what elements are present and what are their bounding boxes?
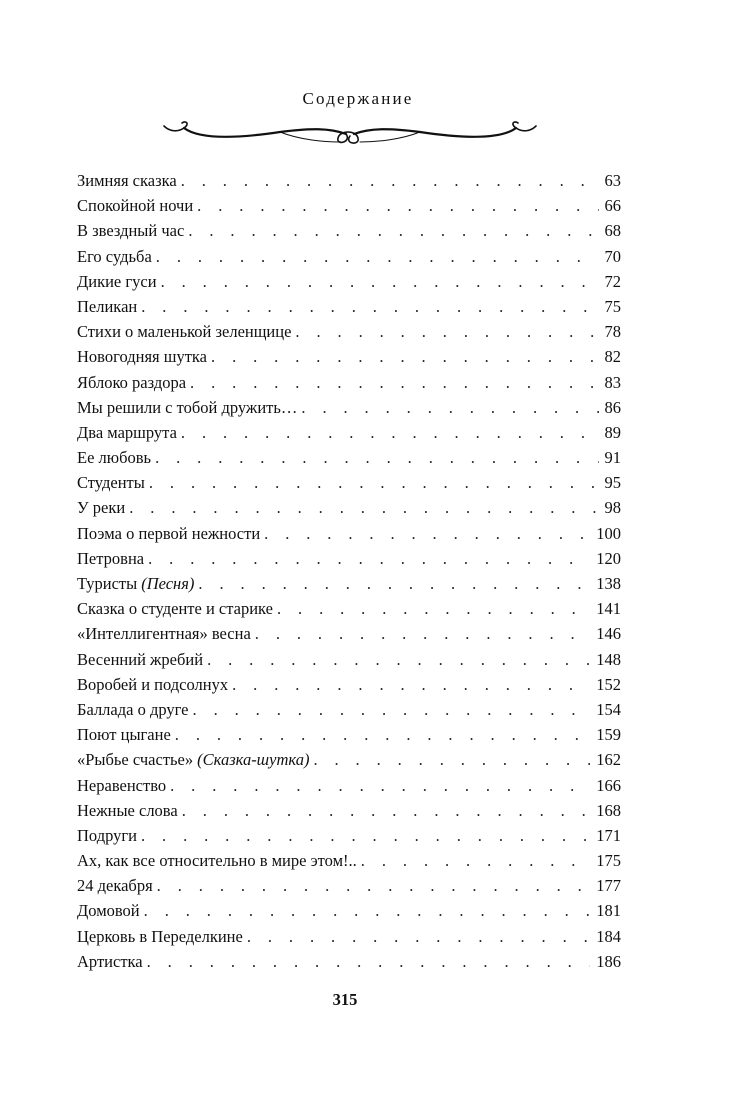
toc-leader-dots <box>198 571 590 596</box>
toc-entry <box>77 697 621 722</box>
toc-entry <box>77 546 621 571</box>
toc-leader-dots <box>141 294 598 319</box>
toc-entry-title: Пеликан <box>77 296 138 316</box>
toc-entry-page: 177 <box>596 876 621 896</box>
toc-entry-title: Воробей и подсолнух <box>77 674 229 694</box>
toc-entry-page: 154 <box>596 699 621 719</box>
toc-entry <box>77 873 621 898</box>
toc-entry-page: 175 <box>596 851 621 871</box>
toc-entry-title: В звездный час <box>77 221 185 241</box>
toc-entry-title: Артистка <box>77 951 143 971</box>
toc-entry <box>77 445 621 470</box>
toc-entry-title: Подруги <box>77 825 137 845</box>
toc-leader-dots <box>188 218 598 243</box>
toc-leader-dots <box>129 495 598 520</box>
toc-entry-title: Нежные слова <box>77 800 178 820</box>
toc-leader-dots <box>149 470 599 495</box>
toc-leader-dots <box>197 193 598 218</box>
toc-entry-page: 70 <box>604 246 621 266</box>
toc-entry-page: 91 <box>604 448 621 468</box>
toc-entry-page: 181 <box>596 901 621 921</box>
toc-entry-page: 86 <box>604 397 621 417</box>
toc-leader-dots <box>232 672 590 697</box>
toc-entry <box>77 722 621 747</box>
toc-entry-title: Поэма о первой нежности <box>77 523 261 543</box>
toc-entry-page: 168 <box>596 800 621 820</box>
toc-entry <box>77 747 621 772</box>
toc-entry <box>77 798 621 823</box>
toc-entry <box>77 193 621 218</box>
toc-entry-page: 171 <box>596 825 621 845</box>
page-number: 315 <box>332 990 358 1009</box>
toc-entry-title: Неравенство <box>77 775 167 795</box>
toc-leader-dots <box>313 747 590 772</box>
toc-leader-dots <box>255 621 590 646</box>
toc-leader-dots <box>175 722 590 747</box>
toc-leader-dots <box>247 924 590 949</box>
toc-entry <box>77 647 621 672</box>
toc-entry-page: 95 <box>604 473 621 493</box>
toc-entry-title: Весенний жребий <box>77 649 204 669</box>
flourish-divider-icon <box>160 118 540 152</box>
toc-entry-page: 186 <box>596 951 621 971</box>
toc-entry <box>77 949 621 974</box>
toc-leader-dots <box>295 319 598 344</box>
toc-entry-title: У реки <box>77 498 126 518</box>
toc-entry-title: Поют цыгане <box>77 725 171 745</box>
toc-entry-title: Стихи о маленькой зеленщице <box>77 322 292 342</box>
toc-entry-subtitle: (Песня) <box>141 574 195 593</box>
toc-entry-page: 146 <box>596 624 621 644</box>
toc-entry-title: Петровна <box>77 548 145 568</box>
toc-entry <box>77 672 621 697</box>
toc-entry-title: Мы решили с тобой дружить… <box>77 397 298 417</box>
toc-entry <box>77 420 621 445</box>
toc-entry-title: 24 декабря <box>77 876 153 896</box>
toc-entry-title: «Интеллигентная» весна <box>77 624 251 644</box>
toc-entry-page: 66 <box>604 196 621 216</box>
toc-entry-title: Новогодняя шутка <box>77 347 208 367</box>
toc-entry <box>77 294 621 319</box>
toc-entry <box>77 596 621 621</box>
toc-leader-dots <box>211 344 598 369</box>
toc-entry <box>77 621 621 646</box>
page-title: Содержание <box>302 89 414 108</box>
toc-entry-page: 184 <box>596 926 621 946</box>
toc-leader-dots <box>264 521 590 546</box>
toc-entry-title: Баллада о друге <box>77 699 189 719</box>
toc-entry <box>77 319 621 344</box>
toc-entry-page: 68 <box>604 221 621 241</box>
toc-leader-dots <box>181 168 599 193</box>
toc-entry <box>77 521 621 546</box>
toc-leader-dots <box>141 823 590 848</box>
toc-entry-title: «Рыбье счастье» <box>77 750 194 770</box>
toc-entry <box>77 244 621 269</box>
toc-leader-dots <box>157 873 591 898</box>
toc-entry-page: 120 <box>596 548 621 568</box>
toc-entry-title: Ее любовь <box>77 448 152 468</box>
toc-entry <box>77 218 621 243</box>
table-of-contents <box>77 168 621 974</box>
toc-leader-dots <box>147 949 591 974</box>
toc-entry <box>77 395 621 420</box>
toc-entry <box>77 773 621 798</box>
toc-entry-page: 138 <box>596 574 621 593</box>
toc-entry-page: 63 <box>604 171 621 190</box>
toc-entry <box>77 823 621 848</box>
toc-entry-title: Студенты <box>77 473 145 493</box>
toc-entry-title: Сказка о студенте и старике <box>77 599 273 619</box>
toc-leader-dots <box>277 596 590 621</box>
toc-entry <box>77 344 621 369</box>
toc-entry-title: Спокойной ночи <box>77 196 194 216</box>
toc-entry-page: 75 <box>604 296 621 316</box>
toc-leader-dots <box>301 395 598 420</box>
toc-leader-dots <box>207 647 590 672</box>
toc-entry-subtitle: (Сказка-шутка) <box>197 750 310 770</box>
toc-leader-dots <box>193 697 591 722</box>
toc-leader-dots <box>182 798 591 823</box>
toc-entry-page: 98 <box>604 498 621 518</box>
toc-leader-dots <box>155 445 598 470</box>
toc-entry-page: 141 <box>596 599 621 619</box>
toc-entry-page: 166 <box>596 775 621 795</box>
toc-leader-dots <box>148 546 590 571</box>
toc-entry <box>77 269 621 294</box>
toc-entry-page: 78 <box>604 322 621 342</box>
toc-entry-page: 148 <box>596 649 621 669</box>
toc-entry-title: Ах, как все относительно в мире этом!.. <box>77 851 357 871</box>
toc-entry-title: Церковь в Переделкине <box>77 926 243 946</box>
toc-leader-dots <box>361 848 590 873</box>
toc-entry-title: Дикие гуси <box>77 271 157 291</box>
toc-leader-dots <box>161 269 599 294</box>
toc-entry-title: Яблоко раздора <box>77 372 187 392</box>
toc-entry <box>77 470 621 495</box>
toc-entry-title: Туристы <box>77 574 138 593</box>
toc-entry-title: Зимняя сказка <box>77 171 177 190</box>
toc-entry <box>77 571 621 596</box>
toc-entry <box>77 370 621 395</box>
toc-entry-title: Его судьба <box>77 246 152 266</box>
toc-entry-page: 152 <box>596 674 621 694</box>
toc-entry-page: 89 <box>604 422 621 442</box>
toc-entry-page: 82 <box>604 347 621 367</box>
toc-entry-page: 100 <box>596 523 621 543</box>
toc-leader-dots <box>190 370 598 395</box>
toc-entry <box>77 168 621 193</box>
toc-entry-page: 162 <box>596 750 621 770</box>
toc-entry <box>77 495 621 520</box>
toc-entry-title: Два маршрута <box>77 422 177 442</box>
toc-leader-dots <box>144 898 591 923</box>
toc-entry <box>77 848 621 873</box>
toc-entry-page: 72 <box>604 271 621 291</box>
toc-leader-dots <box>156 244 599 269</box>
toc-leader-dots <box>181 420 599 445</box>
toc-entry <box>77 924 621 949</box>
toc-entry-page: 159 <box>596 725 621 745</box>
toc-entry-title: Домовой <box>77 901 140 921</box>
toc-entry-page: 83 <box>604 372 621 392</box>
toc-entry <box>77 898 621 923</box>
toc-leader-dots <box>170 773 590 798</box>
